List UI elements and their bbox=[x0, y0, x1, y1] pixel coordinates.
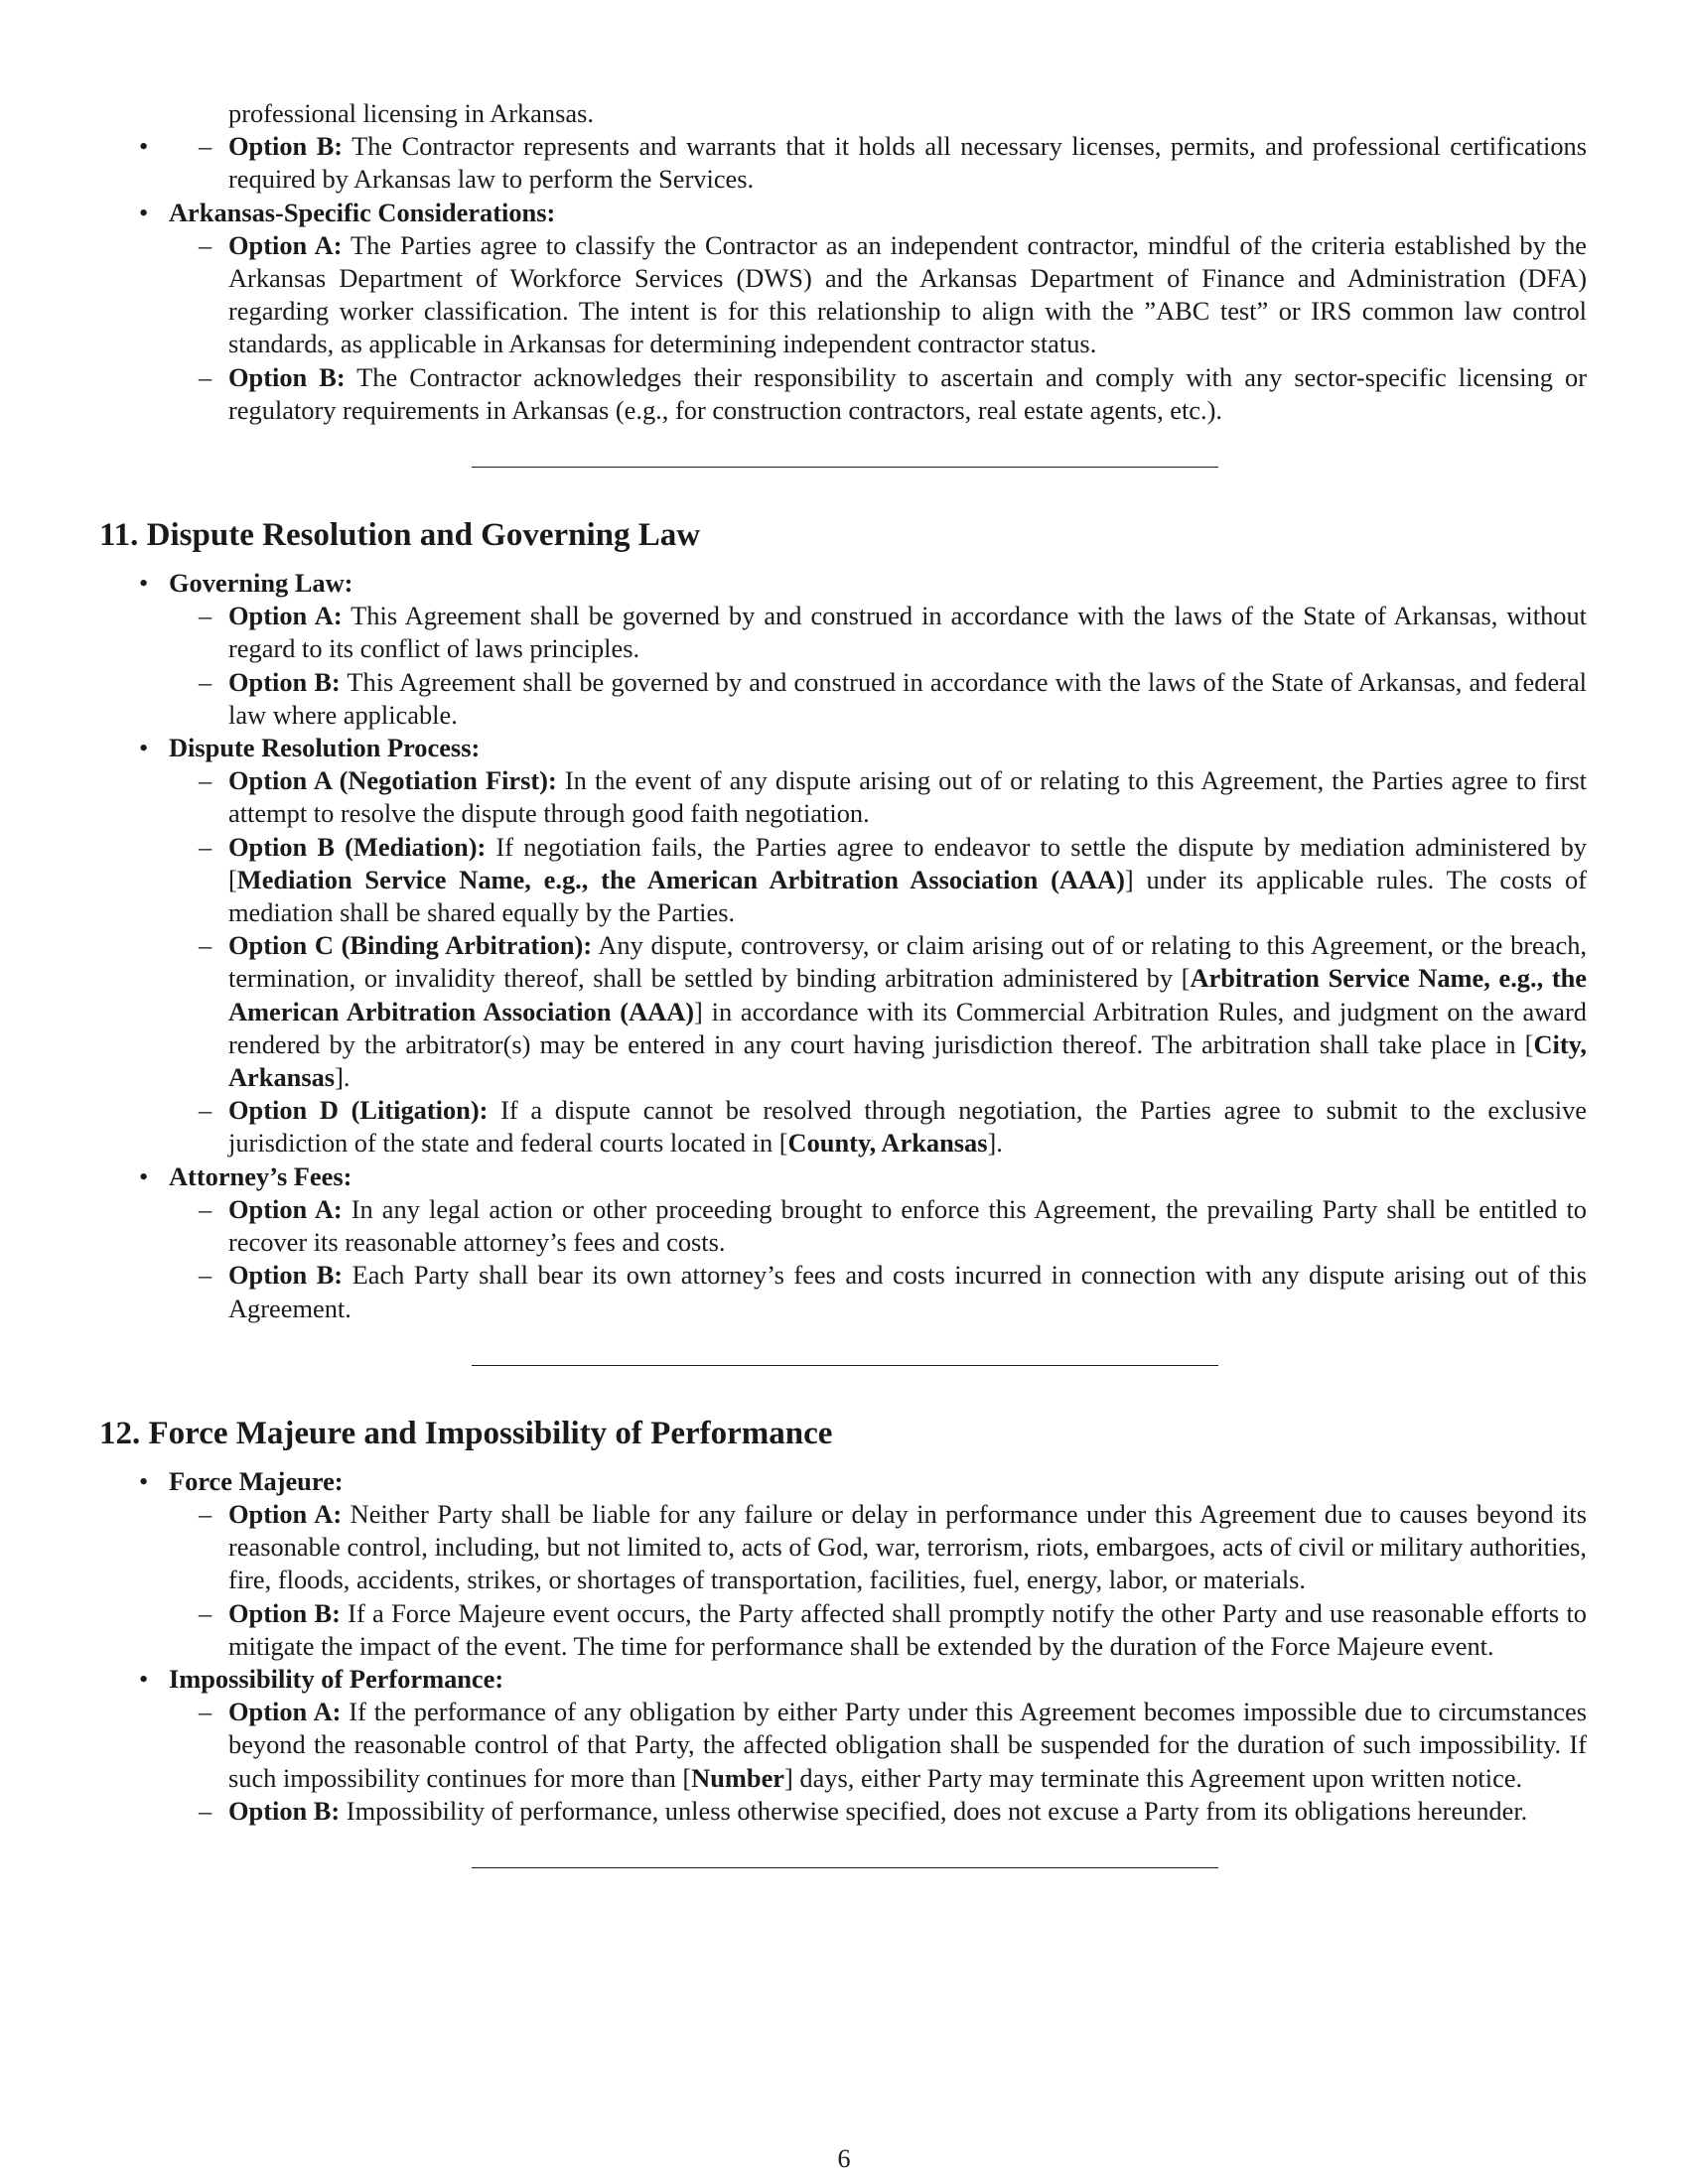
option-b-sector-licensing: – Option B: The Contractor acknowledges their responsibility to ascertain and comply with any sector-specific licensing or regulatory requirements in Arkansas (e.g., for construction contractors, real estate agents, etc.). bbox=[228, 361, 1587, 427]
governing-law-option-a: – Option A: This Agreement shall be governed by and construed in accordance with the laws of the State of Arkansas, without regard to its conflict of laws principles. bbox=[228, 600, 1587, 665]
section-11-list bbox=[99, 567, 1587, 1325]
section-divider bbox=[472, 1365, 1218, 1366]
section-divider bbox=[472, 1867, 1218, 1868]
section-divider bbox=[472, 467, 1218, 468]
dispute-option-d: – Option D (Litigation): If a dispute cannot be resolved through negotiation, the Parties agree to submit to the exclusive jurisdiction of the state and federal courts located in [County, Arkansas]. bbox=[228, 1094, 1587, 1160]
section-11-heading: 11. Dispute Resolution and Governing Law bbox=[99, 517, 701, 554]
fees-option-a: – Option A: In any legal action or other proceeding brought to enforce this Agreement, the prevailing Party shall be entitled to recover its reasonable attorney’s fees and costs. bbox=[228, 1193, 1587, 1259]
section-12-list bbox=[99, 1465, 1587, 1828]
arkansas-considerations-item bbox=[169, 197, 1587, 427]
force-majeure-option-b: – Option B: If a Force Majeure event occurs, the Party affected shall promptly notify the other Party and use reasonable efforts to mitigate the impact of the event. The time for performance shall be extended by the duration of the Force Majeure event. bbox=[228, 1597, 1587, 1663]
page-number: 6 bbox=[837, 2144, 851, 2173]
page-content bbox=[99, 97, 1587, 1868]
governing-law-option-b: – Option B: This Agreement shall be governed by and construed in accordance with the laws of the State of Arkansas, and federal law where applicable. bbox=[228, 666, 1587, 732]
dispute-resolution-label: Dispute Resolution Process: bbox=[169, 733, 481, 763]
force-majeure-label: Force Majeure: bbox=[169, 1465, 344, 1496]
continued-text: professional licensing in Arkansas. bbox=[228, 98, 594, 128]
dispute-option-a: – Option A (Negotiation First): In the event of any dispute arising out of or relating to this Agreement, the Parties agree to first attempt to resolve the dispute through good faith negotiation. bbox=[228, 764, 1587, 830]
dispute-option-b: – Option B (Mediation): If negotiation fails, the Parties agree to endeavor to settle the dispute by mediation administered by [Mediation Service Name, e.g., the American Arbitration Association (AAA)] under its applicable rules. The costs of mediation shall be shared equally by the Parties. bbox=[228, 831, 1587, 930]
attorneys-fees-item bbox=[169, 1160, 1587, 1325]
impossibility-option-a: – Option A: If the performance of any obligation by either Party under this Agreement becomes impossible due to circumstances beyond the reasonable control of that Party, the affected obligation shall be suspended for the duration of such impossibility. If such impossibility continues for more than [Number] days, either Party may terminate this Agreement upon written notice. bbox=[228, 1696, 1587, 1795]
governing-law-label: Governing Law: bbox=[169, 568, 353, 599]
option-b-licensing: – • Option B: The Contractor represents and warrants that it holds all necessary licenses, permits, and professional certifications required by Arkansas law to perform the Services. bbox=[228, 130, 1587, 196]
impossibility-item bbox=[169, 1663, 1587, 1828]
section-12-heading: 12. Force Majeure and Impossibility of Performance bbox=[99, 1415, 833, 1451]
force-majeure-option-a: – Option A: Neither Party shall be liable for any failure or delay in performance under this Agreement due to causes beyond its reasonable control, including, but not limited to, acts of God, war, terrorism, riots, embargoes, acts of civil or military authorities, fire, floods, accidents, strikes, or shortages of transportation, facilities, fuel, energy, labor, or materials. bbox=[228, 1498, 1587, 1597]
force-majeure-item bbox=[169, 1465, 1587, 1663]
dispute-option-c: – Option C (Binding Arbitration): Any dispute, controversy, or claim arising out of or relating to this Agreement, or the breach, termination, or invalidity thereof, shall be settled by binding arbitration administered by [Arbitration Service Name, e.g., the American Arbitration Association (AAA)] in accordance with its Commercial Arbitration Rules, and judgment on the award rendered by the arbitrator(s) may be entered in any court having jurisdiction thereof. The arbitration shall take place in [City, Arkansas]. bbox=[228, 929, 1587, 1094]
arkansas-considerations-label: Arkansas-Specific Considerations: bbox=[169, 197, 556, 227]
attorneys-fees-label: Attorney’s Fees: bbox=[169, 1160, 352, 1191]
impossibility-option-b: – Option B: Impossibility of performance, unless otherwise specified, does not excuse a Party from its obligations hereunder. bbox=[228, 1795, 1587, 1828]
fees-option-b: – Option B: Each Party shall bear its own attorney’s fees and costs incurred in connection with any dispute arising out of this Agreement. bbox=[228, 1259, 1587, 1324]
dispute-resolution-item bbox=[169, 732, 1587, 1160]
governing-law-item bbox=[169, 567, 1587, 732]
intro-list bbox=[99, 130, 1587, 427]
option-a-classification: – Option A: The Parties agree to classify the Contractor as an independent contractor, mindful of the criteria established by the Arkansas Department of Workforce Services (DWS) and the Arkansas Department of Finance and Administration (DFA) regarding worker classification. The intent is for this relationship to align with the ”ABC test” or IRS common law control standards, as applicable in Arkansas for determining independent contractor status. bbox=[228, 229, 1587, 361]
impossibility-label: Impossibility of Performance: bbox=[169, 1663, 504, 1694]
